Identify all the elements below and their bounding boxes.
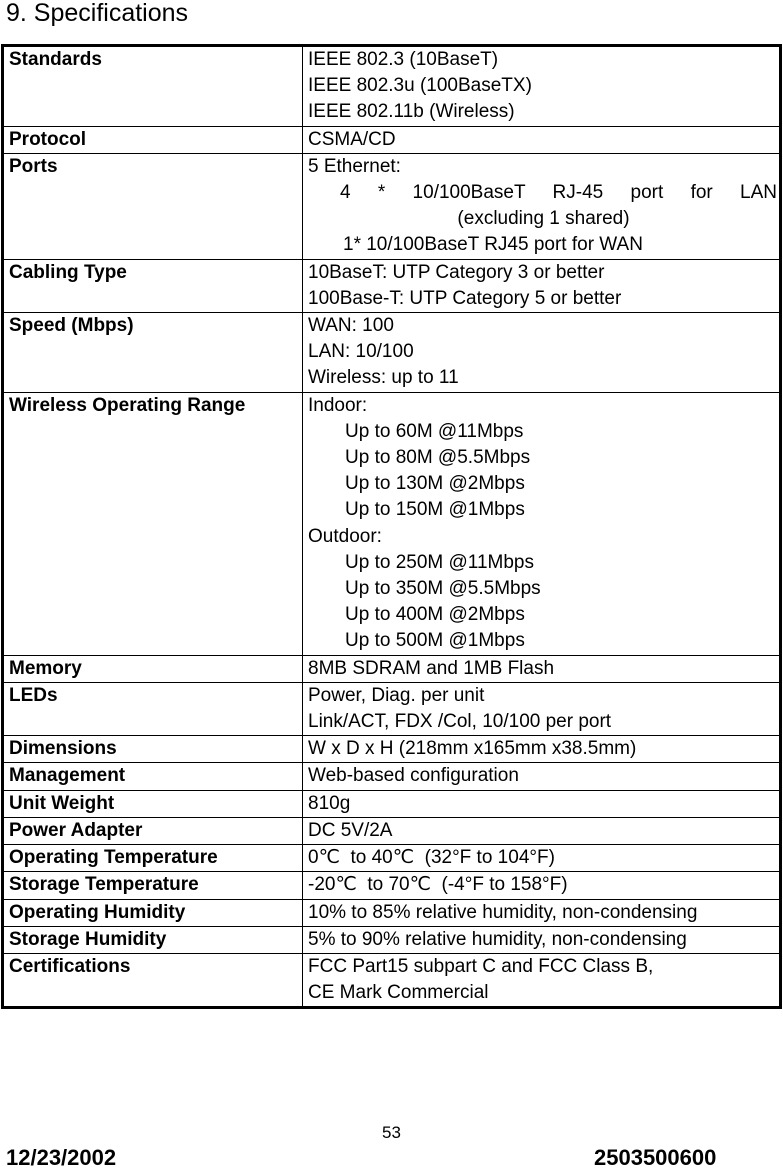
spec-value-line: W x D x H (218mm x165mm x38.5mm)	[308, 738, 637, 760]
spec-value	[303, 126, 781, 153]
spec-row-operating-humidity	[3, 899, 781, 926]
spec-value-line: -20℃ to 70℃ (-4°F to 158°F)	[308, 874, 568, 896]
spec-value	[303, 392, 781, 655]
spec-value	[303, 259, 781, 312]
spec-row-unit-weight	[3, 790, 781, 817]
spec-row-dimensions	[3, 736, 781, 763]
spec-value-line: WAN: 100	[308, 315, 394, 337]
page-title: 9. Specifications	[6, 0, 189, 27]
spec-row-protocol	[3, 126, 781, 153]
spec-value-line: CSMA/CD	[308, 128, 396, 150]
spec-label: LEDs	[3, 682, 303, 735]
spec-value	[303, 845, 781, 872]
spec-label: Storage Temperature	[3, 872, 303, 899]
spec-value-line: FCC Part15 subpart C and FCC Class B,	[308, 955, 654, 977]
spec-value-line: LAN: 10/100	[308, 341, 414, 363]
spec-value-line: Link/ACT, FDX /Col, 10/100 per port	[308, 711, 612, 733]
spec-label: Operating Humidity	[3, 899, 303, 926]
spec-row-speed	[3, 313, 781, 393]
spec-value-line: Up to 350M @5.5Mbps	[345, 578, 541, 600]
spec-row-cabling-type	[3, 259, 781, 312]
spec-value-line: 0℃ to 40℃ (32°F to 104°F)	[308, 847, 555, 869]
spec-row-leds	[3, 682, 781, 735]
spec-value-line: 810g	[308, 792, 351, 814]
spec-value-line: Outdoor:	[308, 525, 382, 547]
spec-value-line: 5 Ethernet:	[308, 155, 401, 177]
spec-value-line: CE Mark Commercial	[308, 982, 489, 1004]
spec-row-standards	[3, 46, 781, 127]
spec-value-line: Up to 80M @5.5Mbps	[345, 447, 531, 469]
spec-value-line: Up to 130M @2Mbps	[345, 473, 525, 495]
spec-value	[303, 763, 781, 790]
spec-label: Power Adapter	[3, 817, 303, 844]
spec-value	[303, 790, 781, 817]
spec-row-operating-temperature	[3, 845, 781, 872]
footer-date: 12/23/2002	[6, 1145, 117, 1170]
spec-value	[303, 46, 781, 127]
spec-value-line: 1* 10/100BaseT RJ45 port for WAN	[343, 234, 643, 256]
spec-value-line: Indoor:	[308, 394, 368, 416]
spec-value	[303, 655, 781, 682]
spec-row-storage-temperature	[3, 872, 781, 899]
spec-value	[303, 313, 781, 393]
spec-value-line: IEEE 802.3u (100BaseTX)	[308, 75, 532, 97]
spec-value-line: Wireless: up to 11	[308, 367, 459, 389]
spec-row-management	[3, 763, 781, 790]
footer-doc-code: 2503500600	[594, 1145, 717, 1170]
spec-value-line: Up to 150M @1Mbps	[345, 499, 525, 521]
spec-value-line: 8MB SDRAM and 1MB Flash	[308, 657, 555, 679]
spec-value-line: 100Base-T: UTP Category 5 or better	[308, 287, 622, 309]
spec-value	[303, 926, 781, 953]
spec-label: Certifications	[3, 953, 303, 1007]
spec-label: Memory	[3, 655, 303, 682]
spec-value-line: Up to 400M @2Mbps	[345, 604, 525, 626]
spec-value	[303, 682, 781, 735]
spec-value	[303, 736, 781, 763]
spec-value	[303, 153, 781, 259]
spec-label: Speed (Mbps)	[3, 313, 303, 393]
spec-label: Protocol	[3, 126, 303, 153]
spec-label: Standards	[3, 46, 303, 127]
spec-value-line: Up to 60M @11Mbps	[345, 420, 524, 442]
spec-label: Wireless Operating Range	[3, 392, 303, 655]
spec-row-wireless-range	[3, 392, 781, 655]
spec-label: Storage Humidity	[3, 926, 303, 953]
spec-value-line: IEEE 802.3 (10BaseT)	[308, 49, 499, 70]
spec-row-storage-humidity	[3, 926, 781, 953]
spec-value-line: 10BaseT: UTP Category 3 or better	[308, 261, 605, 283]
spec-label: Management	[3, 763, 303, 790]
spec-value	[303, 953, 781, 1007]
spec-value-line: Up to 250M @11Mbps	[345, 551, 534, 573]
spec-label: Cabling Type	[3, 259, 303, 312]
spec-row-certifications	[3, 953, 781, 1007]
spec-value-line: 10% to 85% relative humidity, non-condensing	[308, 901, 698, 923]
spec-row-ports	[3, 153, 781, 259]
spec-row-memory	[3, 655, 781, 682]
spec-label: Dimensions	[3, 736, 303, 763]
spec-value	[303, 872, 781, 899]
page-number: 53	[382, 1123, 401, 1142]
spec-label: Operating Temperature	[3, 845, 303, 872]
spec-value	[303, 899, 781, 926]
spec-value-line: Up to 500M @1Mbps	[345, 630, 525, 652]
specifications-table	[1, 44, 782, 1009]
spec-value	[303, 817, 781, 844]
spec-row-power-adapter	[3, 817, 781, 844]
spec-value-line: DC 5V/2A	[308, 819, 393, 841]
spec-value-line: 5% to 90% relative humidity, non-condensing	[308, 928, 687, 950]
spec-label: Ports	[3, 153, 303, 259]
spec-value-line: Power, Diag. per unit	[308, 684, 485, 706]
spec-value-line: (excluding 1 shared)	[457, 208, 630, 230]
spec-value-line: 4 * 10/100BaseT RJ-45 port for LAN	[340, 182, 777, 204]
spec-label: Unit Weight	[3, 790, 303, 817]
spec-value-line: IEEE 802.11b (Wireless)	[308, 101, 515, 123]
spec-value-line: Web-based configuration	[308, 765, 519, 787]
